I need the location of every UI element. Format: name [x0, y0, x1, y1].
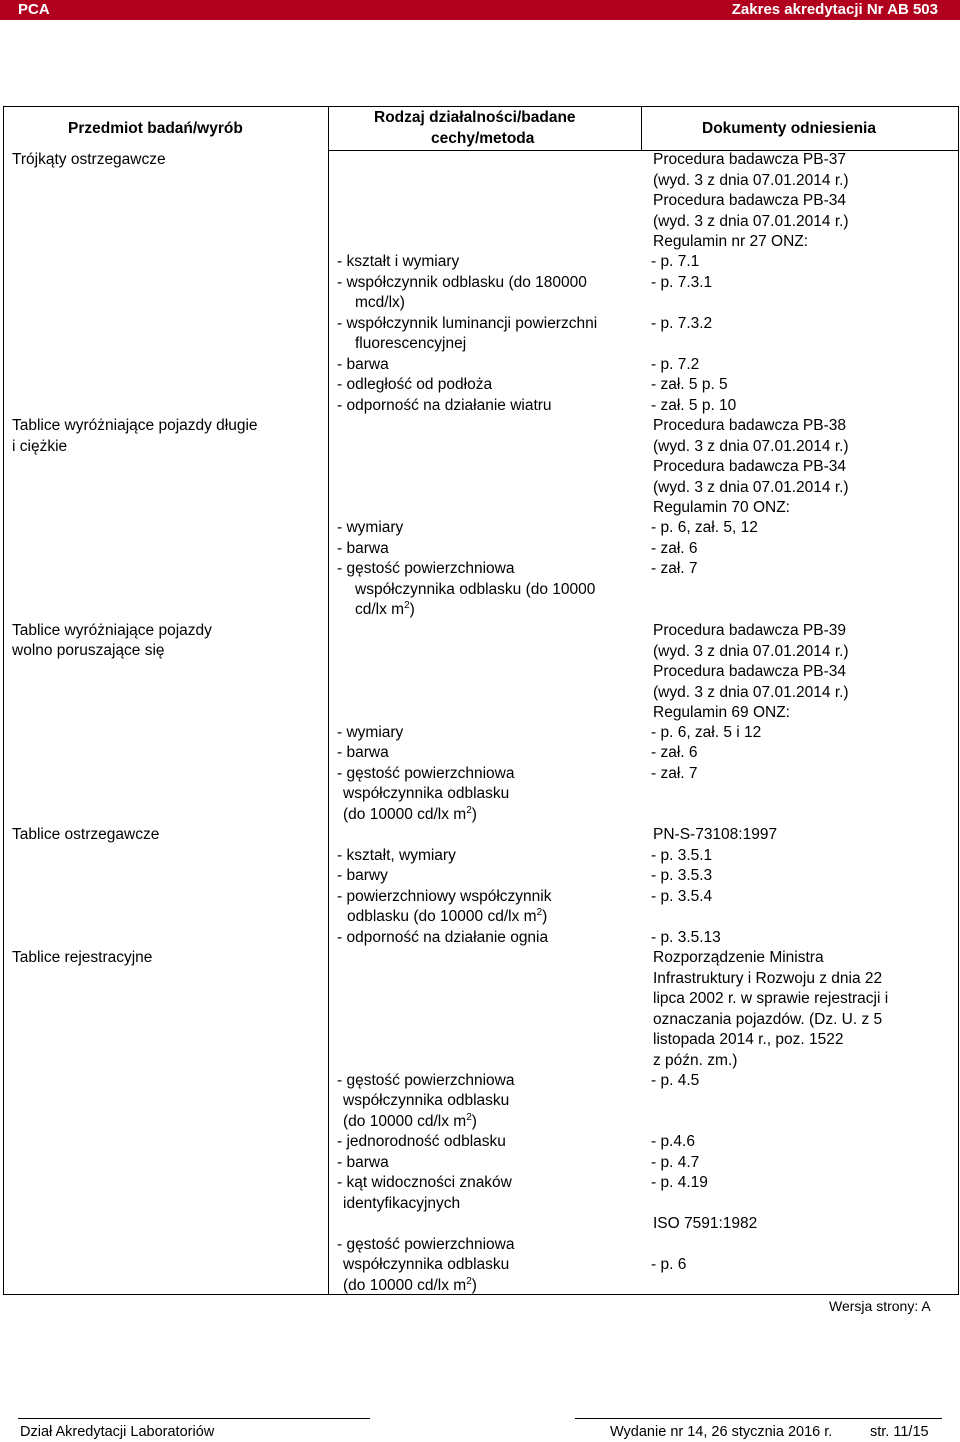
- method-item: - barwa: [337, 744, 389, 761]
- clause-ref: - zał. 7: [651, 560, 698, 577]
- doc-line: Procedura badawcza PB-34: [653, 663, 847, 680]
- doc-line: Regulamin 70 ONZ:: [653, 499, 790, 516]
- method-item: - barwa: [337, 1154, 389, 1171]
- clause-ref: - p. 4.5: [651, 1072, 700, 1089]
- doc-line: Procedura badawcza PB-34: [653, 458, 847, 475]
- method-item: - gęstość powierzchniowa: [337, 560, 515, 577]
- method-item: - gęstość powierzchniowa: [337, 765, 515, 782]
- method-item: - kształt i wymiary: [337, 253, 460, 270]
- method-item: - odporność na działanie wiatru: [337, 397, 552, 414]
- clause-ref: - p. 6, zał. 5 i 12: [651, 724, 762, 741]
- col-header-activity-l1: Rodzaj działalności/badane: [374, 109, 576, 126]
- doc-line: (wyd. 3 z dnia 07.01.2014 r.): [653, 683, 849, 701]
- doc-line: (wyd. 3 z dnia 07.01.2014 r.): [653, 478, 849, 496]
- method-item-cont: mcd/lx): [355, 294, 405, 311]
- doc-line: (wyd. 3 z dnia 07.01.2014 r.): [653, 437, 849, 455]
- header-title: Zakres akredytacji Nr AB 503: [731, 1, 938, 18]
- doc-line-iso: ISO 7591:1982: [653, 1215, 758, 1232]
- method-item-cont: identyfikacyjnych: [343, 1195, 461, 1212]
- method-item-cont: fluorescencyjnej: [355, 335, 467, 352]
- unit-text: (do 10000 cd/lx m: [343, 1113, 467, 1130]
- method-item: - odległość od podłoża: [337, 376, 493, 393]
- unit-text-end: ): [471, 1277, 477, 1294]
- method-item: - kształt, wymiary: [337, 847, 456, 864]
- unit-text-end: ): [542, 908, 548, 925]
- clause-ref: - p. 4.7: [651, 1154, 700, 1171]
- subject-registration-plates: Tablice rejestracyjne: [12, 949, 153, 966]
- subject-long-vehicle-plates: Tablice wyróżniające pojazdy długie: [12, 417, 258, 434]
- table-top-border: [3, 106, 959, 107]
- method-item: - powierzchniowy współczynnik: [337, 888, 552, 905]
- clause-ref: - p. 3.5.13: [651, 929, 721, 946]
- method-item-cont: [355, 600, 415, 620]
- unit-text: (do 10000 cd/lx m: [343, 1277, 467, 1294]
- clause-ref: - p. 7.3.2: [651, 315, 713, 332]
- doc-line: Infrastruktury i Rozwoju z dnia 22: [653, 969, 883, 987]
- method-item: - barwa: [337, 356, 389, 373]
- doc-line: lipca 2002 r. w sprawie rejestracji i: [653, 990, 889, 1007]
- unit-text: odblasku (do 10000 cd/lx m: [347, 908, 537, 925]
- doc-line: Rozporządzenie Ministra: [653, 949, 824, 966]
- docs-warning-triangles: [653, 150, 849, 253]
- clause-ref: - zał. 7: [651, 765, 698, 782]
- clause-ref: - p. 7.1: [651, 253, 700, 270]
- doc-line: Procedura badawcza PB-38: [653, 417, 847, 434]
- subject-warning-plates: Tablice ostrzegawcze: [12, 826, 160, 843]
- doc-line: PN-S-73108:1997: [653, 826, 778, 843]
- subject-warning-triangles: Trójkąty ostrzegawcze: [12, 151, 166, 168]
- unit-exponent: 2: [536, 906, 543, 918]
- doc-line: Procedura badawcza PB-37: [653, 151, 847, 168]
- clause-ref: - zał. 6: [651, 744, 698, 761]
- doc-line: (wyd. 3 z dnia 07.01.2014 r.): [653, 212, 849, 230]
- col-header-documents: Dokumenty odniesienia: [702, 120, 876, 137]
- doc-line: Regulamin 69 ONZ:: [653, 704, 790, 721]
- unit-text-end: ): [471, 806, 477, 823]
- doc-line: z późn. zm.): [653, 1051, 738, 1069]
- clause-ref: - p. 3.5.3: [651, 867, 713, 884]
- clause-ref: - p. 6: [651, 1256, 687, 1273]
- clause-ref: - zał. 6: [651, 540, 698, 557]
- page-header: [0, 0, 960, 20]
- method-item: - odporność na działanie ognia: [337, 929, 549, 946]
- clause-ref: - p. 3.5.4: [651, 888, 713, 905]
- table-header-bottom-border: [328, 150, 958, 151]
- unit-exponent: 2: [466, 1111, 472, 1123]
- footer-edition: Wydanie nr 14, 26 stycznia 2016 r.: [610, 1424, 833, 1440]
- method-item: - gęstość powierzchniowa: [337, 1236, 515, 1253]
- method-item: - jednorodność odblasku: [337, 1133, 506, 1150]
- clause-ref: - p. 6, zał. 5, 12: [651, 519, 758, 536]
- method-item: - wymiary: [337, 724, 404, 741]
- docs-registration-plates: [653, 948, 888, 1071]
- method-item-cont: współczynnika odblasku: [343, 785, 510, 802]
- method-item: - barwy: [337, 867, 388, 884]
- doc-line: (wyd. 3 z dnia 07.01.2014 r.): [653, 171, 849, 189]
- method-item: - gęstość powierzchniowa: [337, 1072, 515, 1089]
- footer-rule-left: [18, 1418, 370, 1419]
- table-col-divider-1: [328, 106, 329, 1294]
- doc-line: Procedura badawcza PB-39: [653, 622, 847, 639]
- unit-text: cd/lx m: [355, 601, 405, 618]
- footer-page-number: str. 11/15: [870, 1424, 929, 1440]
- header-org: PCA: [18, 1, 50, 18]
- method-item-cont: współczynnika odblasku (do 10000: [355, 581, 596, 598]
- unit-text: (do 10000 cd/lx m: [343, 806, 467, 823]
- method-item: - kąt widoczności znaków: [337, 1174, 512, 1191]
- subject-slow-vehicle-plates-cont: wolno poruszające się: [12, 642, 165, 659]
- doc-line: Regulamin nr 27 ONZ:: [653, 233, 809, 250]
- clause-ref: - zał. 5 p. 10: [651, 397, 737, 414]
- clause-ref: - p. 4.19: [651, 1174, 708, 1191]
- method-item-cont: [343, 1276, 477, 1296]
- table-header-col-divider: [641, 106, 642, 150]
- col-header-subject: Przedmiot badań/wyrób: [68, 120, 243, 137]
- unit-exponent: 2: [404, 599, 410, 611]
- method-item-cont: [343, 1112, 477, 1132]
- method-item-cont: [343, 805, 477, 825]
- docs-long-vehicle-plates: [653, 416, 849, 519]
- subject-slow-vehicle-plates: Tablice wyróżniające pojazdy: [12, 622, 212, 639]
- clause-ref: - p. 3.5.1: [651, 847, 713, 864]
- clause-ref: - p. 7.3.1: [651, 274, 713, 291]
- footer-department: Dział Akredytacji Laboratoriów: [20, 1424, 215, 1440]
- doc-line: Procedura badawcza PB-34: [653, 192, 847, 209]
- method-item: - współczynnik luminancji powierzchni: [337, 315, 598, 332]
- footer-rule-right: [575, 1418, 942, 1419]
- unit-text-end: ): [471, 1113, 477, 1130]
- clause-ref: - zał. 5 p. 5: [651, 376, 728, 393]
- method-item-cont: współczynnika odblasku: [343, 1256, 510, 1273]
- doc-line: (wyd. 3 z dnia 07.01.2014 r.): [653, 642, 849, 660]
- clause-ref: - p.4.6: [651, 1133, 695, 1150]
- clause-ref: - p. 7.2: [651, 356, 700, 373]
- col-header-activity-l2: cechy/metoda: [431, 130, 535, 147]
- docs-slow-vehicle-plates: [653, 621, 849, 724]
- unit-exponent: 2: [466, 1275, 472, 1287]
- method-item: - barwa: [337, 540, 389, 557]
- method-item-cont: współczynnika odblasku: [343, 1092, 510, 1109]
- unit-text-end: ): [409, 601, 415, 618]
- table-bottom-border: [3, 1294, 959, 1295]
- doc-line: oznaczania pojazdów. (Dz. U. z 5: [653, 1010, 883, 1028]
- method-item-cont: [347, 907, 547, 927]
- method-item: - wymiary: [337, 519, 404, 536]
- unit-exponent: 2: [466, 804, 472, 816]
- method-item: - współczynnik odblasku (do 180000: [337, 274, 587, 291]
- table-left-border: [3, 106, 4, 1294]
- page-version: Wersja strony: A: [829, 1298, 931, 1314]
- subject-long-vehicle-plates-cont: i ciężkie: [12, 438, 68, 455]
- doc-line: listopada 2014 r., poz. 1522: [653, 1031, 844, 1048]
- table-right-border: [958, 106, 959, 1294]
